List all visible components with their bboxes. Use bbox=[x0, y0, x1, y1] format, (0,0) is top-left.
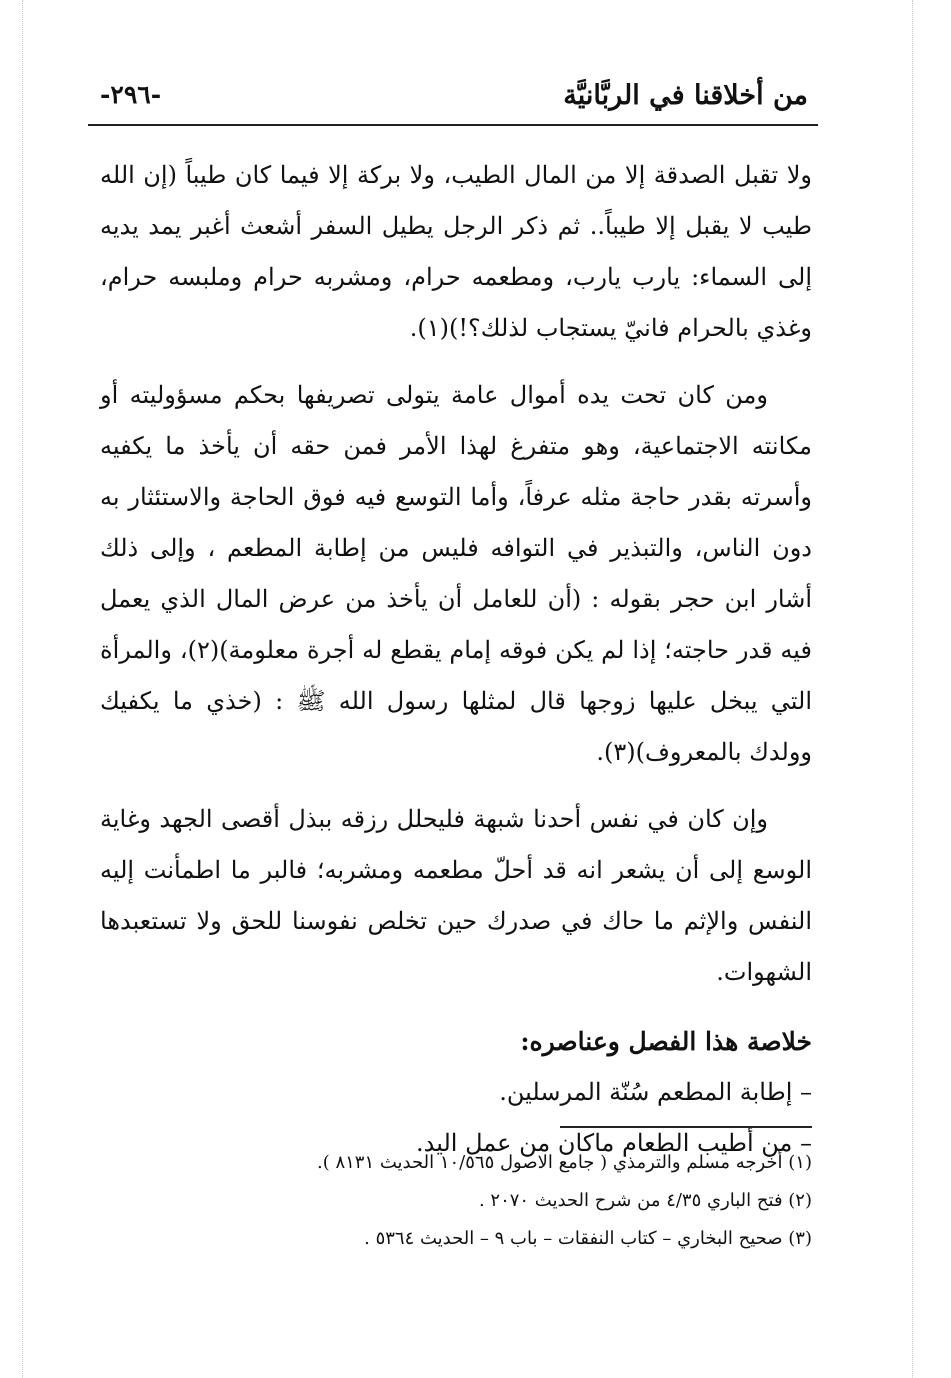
list-item: – إطابة المطعم سُنّة المرسلين. bbox=[499, 1078, 812, 1106]
running-title: من أخلاقنا في الربَّانيَّة bbox=[563, 80, 808, 111]
scan-edge-dots bbox=[912, 0, 913, 1378]
scan-edge-dots bbox=[22, 0, 23, 1378]
main-text bbox=[100, 150, 812, 1169]
footnotes bbox=[100, 1144, 812, 1258]
paragraph: ولا تقبل الصدقة إلا من المال الطيب، ولا بركة إلا فيما كان طيباً (إن الله طيب لا يقبل إلا طيباً.. ثم ذكر الرجل يطيل السفر أشعث أغبر يمد يديه إلى السماء: يارب يارب، ومطعمه حرام، ومشربه حرام وملبسه حرام، وغذي بالحرام فانيّ يستجاب لذلك؟!)(١). bbox=[100, 161, 812, 342]
footnote: (١) أخرجه مسلم والترمذي ( جامع الاصول ١٠/٥٦٥ الحديث ٨١٣١ ). bbox=[317, 1152, 812, 1173]
footnote: (٢) فتح الباري ٤/٣٥ من شرح الحديث ٢٠٧٠ . bbox=[478, 1190, 812, 1211]
paragraph: ومن كان تحت يده أموال عامة يتولى تصريفها بحكم مسؤوليته أو مكانته الاجتماعية، وهو متفرغ لهذا الأمر فمن حقه أن يأخذ ما يكفيه وأسرته بقدر حاجة مثله عرفاً، وأما التوسع فيه فوق الحاجة والاستئثار به دون الناس، والتبذير في التوافه فليس من إطابة المطعم ، وإلى ذلك أشار ابن حجر بقوله : (أن للعامل أن يأخذ من عرض المال الذي يعمل فيه قدر حاجته؛ إذا لم يكن فوقه إمام يقطع له أجرة معلومة)(٢)، والمرأة التي يبخل عليها زوجها قال لمثلها رسول الله ﷺ : (خذي ما يكفيك وولدك بالمعروف)(٣). bbox=[100, 381, 813, 766]
page-number: -٢٩٦- bbox=[100, 80, 162, 109]
summary-heading: خلاصة هذا الفصل وعناصره: bbox=[520, 1027, 812, 1056]
list-item: – من أطيب الطعام ماكان من عمل اليد. bbox=[416, 1129, 812, 1157]
header-rule bbox=[88, 124, 818, 126]
footnote-rule bbox=[560, 1126, 812, 1128]
page-header bbox=[88, 66, 818, 126]
paragraph: وإن كان في نفس أحدنا شبهة فليحلل رزقه ببذل أقصى الجهد وغاية الوسع إلى أن يشعر انه قد أحلّ مطعمه ومشربه؛ فالبر ما اطمأنت إليه النفس والإثم ما حاك في صدرك حين تخلص نفوسنا للحق ولا تستعبدها الشهوات. bbox=[100, 805, 812, 986]
footnote: (٣) صحيح البخاري – كتاب النفقات – باب ٩ – الحديث ٥٣٦٤ . bbox=[364, 1228, 812, 1249]
